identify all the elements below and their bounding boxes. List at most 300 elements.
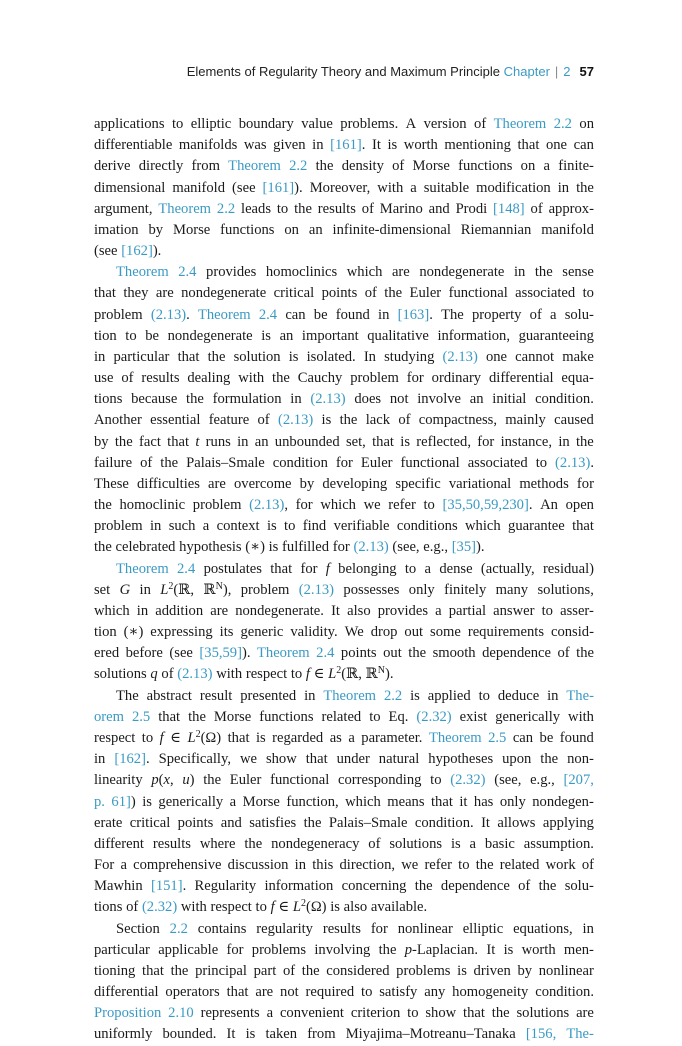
cross-reference-link[interactable]: Theorem xyxy=(256,645,310,662)
text-run: fact xyxy=(139,433,161,450)
text-run: compactness, xyxy=(418,412,497,429)
word xyxy=(148,220,163,241)
cross-reference-link[interactable]: (2.13) xyxy=(150,306,187,323)
word xyxy=(179,135,237,156)
cross-reference-link[interactable]: (2.13) xyxy=(555,454,591,471)
cross-reference-link[interactable]: 2.5 xyxy=(488,729,507,746)
text-run: points xyxy=(340,645,377,662)
word xyxy=(94,368,113,389)
word xyxy=(504,940,514,961)
word xyxy=(476,855,494,876)
text-run: finite- xyxy=(558,158,594,175)
word xyxy=(121,241,161,262)
word xyxy=(577,474,594,495)
cross-reference-link[interactable]: 61] xyxy=(111,793,131,810)
text-run: nonlinear xyxy=(538,962,594,979)
text-run: that xyxy=(372,433,394,450)
text-run: is xyxy=(410,687,420,704)
text-line xyxy=(94,283,594,304)
text-run: to xyxy=(255,899,267,916)
word xyxy=(494,770,521,791)
text-run: to xyxy=(478,687,490,704)
cross-reference-link[interactable]: [35,50,59,230] xyxy=(442,497,529,514)
word xyxy=(526,1024,556,1045)
cross-reference-link[interactable]: 2.4 xyxy=(258,306,278,323)
text-run: satisfy xyxy=(379,984,418,1001)
math-symbol: u xyxy=(182,772,190,789)
text-line xyxy=(94,749,594,770)
word xyxy=(415,876,433,897)
cross-reference-link[interactable]: (2.13) xyxy=(277,412,314,429)
word xyxy=(341,643,377,664)
text-run: be xyxy=(313,306,328,323)
word xyxy=(263,178,303,199)
text-run: developing xyxy=(322,475,388,492)
cross-reference-link[interactable]: [162] xyxy=(121,243,153,260)
cross-reference-link[interactable]: (2.13) xyxy=(442,348,478,365)
word xyxy=(217,516,260,537)
cross-reference-link[interactable]: [161] xyxy=(330,137,362,154)
word xyxy=(316,156,334,177)
text-run: where xyxy=(199,835,236,852)
text-run: (Ω) xyxy=(200,729,222,746)
text-run: in xyxy=(558,433,570,450)
text-run: ). xyxy=(241,645,251,662)
word xyxy=(449,283,508,304)
text-run: the xyxy=(301,962,320,979)
word xyxy=(115,432,133,453)
word xyxy=(460,707,488,728)
text-run: caused xyxy=(554,412,594,429)
word xyxy=(270,559,292,580)
word xyxy=(181,283,266,304)
word xyxy=(558,178,569,199)
word xyxy=(290,389,301,410)
text-run: qualitative xyxy=(367,327,429,344)
header-separator: | xyxy=(554,64,559,79)
cross-reference-link[interactable]: [151] xyxy=(150,878,183,895)
text-run: set, xyxy=(345,433,366,450)
word xyxy=(516,1003,569,1024)
word xyxy=(158,940,218,961)
text-run: is xyxy=(457,962,467,979)
text-run: a xyxy=(469,835,477,852)
word xyxy=(576,643,594,664)
text-run: deduce xyxy=(497,687,540,704)
cross-reference-link[interactable]: 2.2 xyxy=(553,116,572,132)
word xyxy=(492,1003,510,1024)
text-run: nondegenerate. xyxy=(235,602,324,619)
word xyxy=(560,601,594,622)
text-run: the xyxy=(114,433,133,450)
word xyxy=(451,834,461,855)
word xyxy=(429,199,450,220)
word xyxy=(94,813,122,834)
word xyxy=(255,982,273,1003)
text-line xyxy=(94,432,594,453)
text-run: function, xyxy=(286,793,339,810)
text-line xyxy=(94,559,594,580)
cross-reference-link[interactable]: 2.2 xyxy=(169,920,188,937)
word xyxy=(397,516,458,537)
text-run: (∗) xyxy=(123,624,144,641)
word xyxy=(540,495,558,516)
text-run: respect xyxy=(245,666,288,683)
word xyxy=(94,792,105,813)
text-run: the xyxy=(575,433,594,450)
text-line xyxy=(94,792,594,813)
text-run: the xyxy=(538,878,557,895)
word xyxy=(273,135,305,156)
text-run: was xyxy=(243,137,267,154)
word xyxy=(187,728,221,750)
word xyxy=(463,919,504,940)
text-run: hypothesis xyxy=(179,539,242,556)
word xyxy=(280,1003,344,1024)
text-run: In xyxy=(363,348,376,365)
word xyxy=(392,537,419,558)
cross-reference-link[interactable]: Theorem xyxy=(116,560,169,577)
word xyxy=(415,813,474,834)
word xyxy=(515,347,554,368)
word xyxy=(94,537,112,558)
text-run: (ℝ, xyxy=(341,666,362,683)
text-run: respect xyxy=(94,729,136,746)
math-symbol: f xyxy=(159,729,164,746)
word xyxy=(261,326,271,347)
word xyxy=(347,262,383,283)
text-run: on xyxy=(579,116,594,132)
cross-reference-link[interactable]: Theorem xyxy=(428,729,482,746)
text-run: equa- xyxy=(561,370,594,387)
text-run: nondegenerate xyxy=(181,285,267,302)
word xyxy=(275,432,340,453)
cross-reference-link[interactable]: [148] xyxy=(493,200,525,217)
word xyxy=(230,792,236,813)
text-line xyxy=(94,389,594,410)
word xyxy=(330,897,340,918)
text-run: dependence xyxy=(440,878,510,895)
text-run: We xyxy=(344,624,364,641)
cross-reference-link[interactable]: The- xyxy=(566,687,594,704)
word xyxy=(330,728,342,749)
text-run: they xyxy=(123,285,149,302)
text-run: For xyxy=(94,857,115,874)
text-run: is xyxy=(261,327,271,344)
word xyxy=(256,728,266,749)
word xyxy=(259,305,277,326)
text-run: It xyxy=(481,814,490,831)
text-run: that xyxy=(227,729,250,746)
cross-reference-link[interactable]: (2.32) xyxy=(450,772,486,789)
cross-reference-link[interactable]: [162] xyxy=(114,751,146,768)
text-run: Palais–Smale xyxy=(328,814,408,831)
text-run: ), xyxy=(222,581,232,598)
text-run: tioning xyxy=(94,962,136,979)
text-line xyxy=(94,961,594,982)
text-run: problems. xyxy=(340,116,399,132)
word xyxy=(574,135,594,156)
word xyxy=(384,283,402,304)
math-symbol: L xyxy=(160,581,169,598)
cross-reference-link[interactable]: (2.13) xyxy=(310,391,346,408)
text-run: solutions xyxy=(389,835,443,852)
word xyxy=(94,622,117,643)
text-run: manifold xyxy=(541,221,594,238)
word xyxy=(187,368,230,389)
text-run: failure xyxy=(94,454,133,471)
text-run: is xyxy=(321,412,332,429)
word xyxy=(474,792,493,813)
word xyxy=(513,919,573,940)
word xyxy=(323,919,361,940)
text-run: in xyxy=(513,264,526,281)
text-line xyxy=(94,453,594,474)
word xyxy=(515,283,575,304)
cross-reference-link[interactable]: [161] xyxy=(262,179,295,196)
text-run: , xyxy=(284,497,288,514)
word xyxy=(304,813,322,834)
word xyxy=(342,876,407,897)
cross-reference-link[interactable]: Theorem xyxy=(323,687,377,704)
word xyxy=(307,347,356,368)
text-run: this xyxy=(312,857,334,874)
word xyxy=(429,728,482,749)
text-run: information, xyxy=(437,327,510,344)
text-run: regularity xyxy=(256,920,313,937)
cross-reference-link[interactable]: 2.10 xyxy=(168,1005,194,1022)
text-run: expressing xyxy=(150,624,213,641)
cross-reference-link[interactable]: 2.5 xyxy=(131,708,151,725)
word xyxy=(334,516,390,537)
cross-reference-link[interactable]: 2.2 xyxy=(289,158,308,175)
word xyxy=(94,749,105,770)
word xyxy=(546,135,567,156)
cross-reference-link[interactable]: Theorem xyxy=(493,116,547,132)
word xyxy=(178,262,196,283)
word xyxy=(450,770,485,791)
word xyxy=(94,982,159,1003)
text-line xyxy=(94,770,594,791)
text-run: the xyxy=(94,539,112,556)
word xyxy=(457,961,467,982)
text-run: in xyxy=(378,306,390,323)
word xyxy=(536,453,547,474)
text-run: Specifically, xyxy=(158,751,231,768)
word xyxy=(468,453,528,474)
word xyxy=(94,601,130,622)
word xyxy=(561,368,593,389)
text-run: applications xyxy=(94,116,165,132)
text-run: homogeneity xyxy=(452,984,529,1001)
word xyxy=(278,897,289,918)
word xyxy=(131,389,177,410)
word xyxy=(314,305,328,326)
text-run: specific xyxy=(395,475,441,492)
text-run: to xyxy=(171,116,184,132)
word xyxy=(461,220,532,241)
word xyxy=(424,855,452,876)
text-run: uniformly xyxy=(94,1026,153,1043)
text-run: Miyajima–Motreanu–Tanaka xyxy=(345,1026,516,1043)
word xyxy=(389,707,409,728)
word xyxy=(94,156,130,177)
word xyxy=(408,643,426,664)
word xyxy=(488,728,506,749)
word xyxy=(431,792,453,813)
word xyxy=(428,749,493,770)
text-line xyxy=(94,516,594,537)
cross-reference-link[interactable]: 2.2 xyxy=(383,687,403,704)
word xyxy=(137,601,148,622)
cross-reference-link[interactable]: [156, xyxy=(525,1026,557,1043)
cross-reference-link[interactable]: [207, xyxy=(563,772,594,789)
word xyxy=(481,813,490,834)
word xyxy=(437,326,510,347)
text-line xyxy=(94,495,594,516)
text-run: solutions xyxy=(94,666,147,683)
word xyxy=(240,749,257,770)
text-run: refer xyxy=(424,857,452,874)
cross-reference-link[interactable]: [163] xyxy=(397,306,430,323)
word xyxy=(94,664,147,685)
cross-reference-link[interactable]: [35,59] xyxy=(199,645,242,662)
word xyxy=(290,622,337,643)
word xyxy=(514,262,525,283)
cross-reference-link[interactable]: (2.32) xyxy=(141,899,178,916)
word xyxy=(140,453,152,474)
text-run: the xyxy=(339,412,358,429)
word xyxy=(458,855,469,876)
word xyxy=(243,792,280,813)
cross-reference-link[interactable]: Theorem xyxy=(228,158,281,175)
cross-reference-link[interactable]: (2.13) xyxy=(177,666,213,683)
cross-reference-link[interactable]: (2.32) xyxy=(416,708,452,725)
word xyxy=(539,961,594,982)
text-run: difficulties xyxy=(136,475,200,492)
cross-reference-link[interactable]: Theorem xyxy=(197,306,251,323)
text-run: corresponding xyxy=(337,772,422,789)
word xyxy=(342,156,384,177)
text-run: a xyxy=(266,1005,274,1022)
text-run: problem xyxy=(192,497,242,514)
word xyxy=(410,178,416,199)
text-run: the xyxy=(491,1005,510,1022)
word xyxy=(241,199,271,220)
text-run: considered xyxy=(326,962,390,979)
text-run: problem xyxy=(350,370,399,387)
text-run: functions xyxy=(259,708,314,725)
word xyxy=(346,1024,516,1045)
cross-reference-link[interactable]: Theorem xyxy=(116,264,169,281)
text-run: (see xyxy=(94,243,118,260)
word xyxy=(267,1003,273,1024)
text-run: criterion xyxy=(350,1005,401,1022)
text-run: in xyxy=(149,518,162,535)
text-run: elliptic xyxy=(462,920,504,937)
text-run: which xyxy=(320,497,356,514)
word xyxy=(384,686,402,707)
word xyxy=(576,1003,594,1024)
text-run: results xyxy=(317,200,356,217)
text-run: of xyxy=(121,370,134,387)
cross-reference-link[interactable]: orem xyxy=(94,708,124,725)
word xyxy=(94,305,143,326)
word xyxy=(302,326,359,347)
word xyxy=(145,326,159,347)
text-line xyxy=(94,813,594,834)
word xyxy=(94,199,153,220)
text-run: overcome xyxy=(233,475,292,492)
cross-reference-link[interactable]: 2.4 xyxy=(316,645,335,662)
word xyxy=(364,347,376,368)
cross-reference-link[interactable]: [35] xyxy=(451,539,477,556)
word xyxy=(535,262,553,283)
word xyxy=(283,961,295,982)
word xyxy=(383,643,402,664)
text-run: suitable xyxy=(423,179,470,196)
word xyxy=(94,643,119,664)
word xyxy=(387,135,397,156)
text-run: also xyxy=(347,602,371,619)
cross-reference-link[interactable]: (2.13) xyxy=(249,497,285,514)
word xyxy=(322,410,332,431)
word xyxy=(116,686,139,707)
text-run: consid- xyxy=(550,624,594,641)
text-run: which xyxy=(345,793,381,810)
cross-reference-link[interactable]: The- xyxy=(566,1026,594,1043)
text-run: involving xyxy=(314,941,371,958)
word xyxy=(517,135,539,156)
text-run: problems xyxy=(251,941,307,958)
cross-reference-link[interactable]: Proposition xyxy=(94,1005,162,1022)
text-run: to xyxy=(423,497,435,514)
text-run: not xyxy=(389,391,409,408)
text-run: parameter. xyxy=(361,729,423,746)
text-run: Regularity xyxy=(194,878,257,895)
word xyxy=(228,728,250,749)
text-run: results xyxy=(141,370,180,387)
word xyxy=(208,347,226,368)
cross-reference-link[interactable]: 2.2 xyxy=(216,200,236,217)
text-run: ) xyxy=(130,793,136,810)
word xyxy=(505,410,546,431)
word xyxy=(331,601,340,622)
word xyxy=(476,178,551,199)
text-run: feature xyxy=(208,412,250,429)
text-run: results xyxy=(152,835,191,852)
text-run: driven xyxy=(473,962,511,979)
cross-reference-link[interactable]: (2.13) xyxy=(353,539,389,556)
word xyxy=(493,199,525,220)
word xyxy=(155,601,203,622)
text-run: problem xyxy=(240,581,290,598)
text-run: involve xyxy=(417,391,462,408)
text-run: for xyxy=(300,560,318,577)
cross-reference-link[interactable]: 2.4 xyxy=(178,264,197,281)
cross-reference-link[interactable]: p. xyxy=(94,793,105,810)
cross-reference-link[interactable]: (2.13) xyxy=(298,581,335,598)
word xyxy=(182,770,194,791)
text-run: show xyxy=(265,751,297,768)
text-run: ). xyxy=(384,666,394,683)
cross-reference-link[interactable]: 2.4 xyxy=(177,560,196,577)
text-run: that xyxy=(167,433,190,450)
text-run: reflected, xyxy=(416,433,471,450)
text-run: nondegen- xyxy=(532,793,594,810)
cross-reference-link[interactable]: Theorem xyxy=(158,200,212,217)
text-run: to xyxy=(284,518,296,535)
